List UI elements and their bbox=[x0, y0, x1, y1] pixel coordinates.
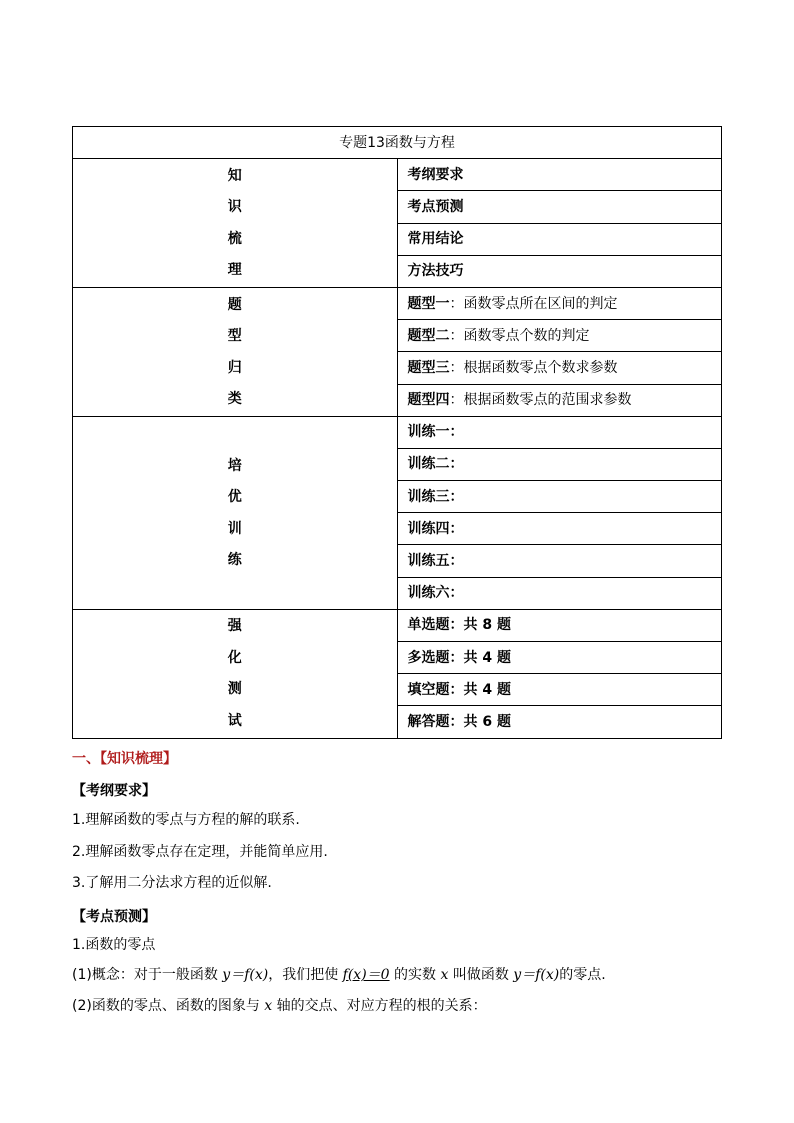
point-title: 1.函数的零点 bbox=[72, 937, 156, 953]
outline-item: 训练一： bbox=[397, 416, 722, 448]
formula: y＝f(x) bbox=[222, 967, 269, 983]
formula: y＝f(x) bbox=[513, 967, 560, 983]
text-fragment: (1)概念：对于一般函数 bbox=[72, 967, 223, 983]
category-char: 归 bbox=[227, 359, 242, 376]
text-fragment: (2)函数的零点、函数的图象与 bbox=[72, 998, 265, 1014]
item-text: ：根据函数零点个数求参数 bbox=[449, 359, 618, 376]
category-cell-zhishi bbox=[73, 159, 398, 288]
item-prefix: 题型一 bbox=[407, 295, 450, 312]
syllabus-item: 1.理解函数的零点与方程的解的联系. bbox=[72, 812, 300, 828]
outline-item: 填空题：共 4 题 bbox=[397, 674, 722, 706]
syllabus-item: 3.了解用二分法求方程的近似解. bbox=[72, 875, 272, 891]
formula: f(x)＝0 bbox=[342, 967, 390, 983]
category-char: 练 bbox=[227, 552, 242, 568]
category-char: 测 bbox=[227, 681, 242, 698]
category-char: 型 bbox=[227, 328, 242, 345]
outline-item: 训练二： bbox=[397, 448, 722, 480]
table-row bbox=[73, 159, 722, 191]
category-char: 题 bbox=[227, 296, 242, 313]
outline-item: 训练三： bbox=[397, 481, 722, 513]
item-text: ：函数零点所在区间的判定 bbox=[449, 295, 618, 312]
definition-line bbox=[72, 999, 487, 1013]
table-row bbox=[73, 416, 722, 448]
category-char: 识 bbox=[227, 199, 242, 216]
category-char: 知 bbox=[227, 167, 242, 184]
category-cell-peiyou bbox=[73, 416, 398, 609]
section-heading bbox=[72, 752, 177, 766]
category-char: 梳 bbox=[227, 230, 242, 247]
outline-item: 解答题：共 6 题 bbox=[397, 706, 722, 738]
category-char: 理 bbox=[227, 262, 242, 279]
title-row bbox=[73, 127, 722, 159]
text-fragment: ，我们把使 bbox=[268, 967, 343, 983]
outline-item bbox=[397, 287, 722, 319]
outline-item bbox=[397, 384, 722, 416]
outline-item: 训练五： bbox=[397, 545, 722, 577]
outline-item: 训练四： bbox=[397, 513, 722, 545]
category-cell-tixing bbox=[73, 287, 398, 416]
formula: x bbox=[440, 967, 449, 983]
subsection-heading: 【考点预测】 bbox=[72, 909, 156, 925]
item-prefix: 题型三 bbox=[407, 359, 450, 376]
category-char: 训 bbox=[227, 520, 242, 537]
outline-item: 单选题：共 8 题 bbox=[397, 609, 722, 641]
category-char: 类 bbox=[227, 391, 242, 408]
section-label: 【知识梳理】 bbox=[100, 751, 177, 767]
outline-item: 训练六： bbox=[397, 577, 722, 609]
outline-item: 考纲要求 bbox=[397, 159, 722, 191]
table-row bbox=[73, 609, 722, 641]
category-char: 培 bbox=[227, 457, 242, 474]
outline-item: 多选题：共 4 题 bbox=[397, 642, 722, 674]
formula: x bbox=[264, 998, 273, 1014]
text-fragment: 的实数 bbox=[389, 967, 441, 983]
outline-table bbox=[72, 126, 722, 739]
item-text: ：根据函数零点的范围求参数 bbox=[449, 392, 632, 409]
category-char: 试 bbox=[227, 712, 242, 729]
category-char: 强 bbox=[227, 618, 242, 635]
text-fragment: 轴的交点、对应方程的根的关系： bbox=[272, 998, 487, 1014]
category-char: 优 bbox=[227, 489, 242, 505]
text-fragment: 叫做函数 bbox=[448, 967, 514, 983]
syllabus-item: 2.理解函数零点存在定理，并能简单应用. bbox=[72, 844, 328, 860]
outline-title: 专题13函数与方程 bbox=[73, 127, 722, 159]
item-prefix: 题型二 bbox=[407, 327, 450, 344]
category-char: 化 bbox=[227, 649, 242, 666]
outline-item bbox=[397, 320, 722, 352]
category-cell-qianghua bbox=[73, 609, 398, 738]
definition-line bbox=[72, 968, 606, 982]
outline-item bbox=[397, 352, 722, 384]
subsection-heading: 【考纲要求】 bbox=[72, 783, 156, 799]
item-text: ：函数零点个数的判定 bbox=[449, 327, 590, 344]
text-fragment: 的零点. bbox=[559, 967, 606, 983]
outline-item: 考点预测 bbox=[397, 191, 722, 223]
outline-item: 方法技巧 bbox=[397, 255, 722, 287]
item-prefix: 题型四 bbox=[407, 392, 450, 409]
outline-item: 常用结论 bbox=[397, 223, 722, 255]
section-number: 一、 bbox=[72, 751, 100, 767]
table-row bbox=[73, 287, 722, 319]
